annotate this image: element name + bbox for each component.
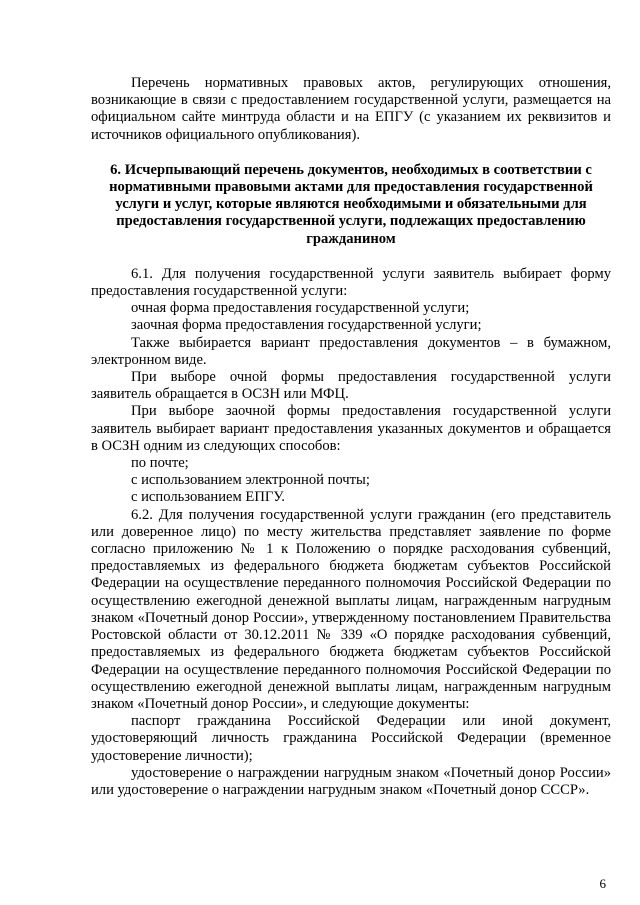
paragraph: Также выбирается вариант предоставления документов – в бумажном, электронном виде. bbox=[91, 334, 611, 368]
section-title: 6. Исчерпывающий перечень документов, необходимых в соответствии с нормативными правовыми актами для предоставления государственной услуги и услуг, которые являются необходимыми и обязательными для предоставления государственной услуги, подлежащих предоставлению гражданином bbox=[109, 161, 593, 247]
list-item: паспорт гражданина Российской Федерации или иной документ, удостоверяющий личность гражданина Российской Федерации (временное удостоверение личности); bbox=[91, 713, 611, 764]
list-item: очная форма предоставления государственной услуги; bbox=[131, 300, 470, 317]
list-item: с использованием ЕПГУ. bbox=[131, 489, 285, 506]
document-page bbox=[91, 75, 611, 799]
paragraph-6-2: 6.2. Для получения государственной услуги гражданин (его представитель или доверенное лицо) по месту жительства представляет заявление по форме согласно приложению № 1 к Положению о порядке расходования субвенций, предоставляемых из федерального бюджета бюджетам субъектов Российской Федерации на осуществление переданного полномочия Российской Федерации по осуществлению ежегодной денежной выплаты лицам, награжденным нагрудным знаком «Почетный донор России», утвержденному постановлением Правительства Ростовской области от 30.12.2011 № 339 «О порядке расходования субвенций, предоставляемых из федерального бюджета бюджетам субъектов Российской Федерации на осуществление переданного полномочия Российской Федерации по осуществлению ежегодной денежной выплаты лицам, награжденным нагрудным знаком «Почетный донор России», и следующие документы: bbox=[91, 506, 611, 712]
page-number: 6 bbox=[599, 876, 606, 891]
intro-paragraph: Перечень нормативных правовых актов, регулирующих отношения, возникающие в связи с предоставлением государственной услуги, размещается на официальном сайте минтруда области и на ЕПГУ (с указанием их реквизитов и источников официального опубликования). bbox=[91, 75, 611, 143]
list-item: по почте; bbox=[131, 455, 189, 472]
paragraph: При выборе заочной формы предоставления государственной услуги заявитель выбирает вариант предоставления указанных документов и обращается в ОСЗН одним из следующих способов: bbox=[91, 403, 611, 454]
paragraph-6-1: 6.1. Для получения государственной услуги заявитель выбирает форму предоставления государственной услуги: bbox=[91, 265, 611, 300]
paragraph: При выборе очной формы предоставления государственной услуги заявитель обращается в ОСЗН или МФЦ. bbox=[91, 369, 611, 403]
list-item: заочная форма предоставления государственной услуги; bbox=[131, 317, 482, 334]
list-item: удостоверение о награждении нагрудным знаком «Почетный донор России» или удостоверение о награждении нагрудным знаком «Почетный донор СССР». bbox=[91, 764, 611, 798]
list-item: с использованием электронной почты; bbox=[131, 472, 370, 489]
